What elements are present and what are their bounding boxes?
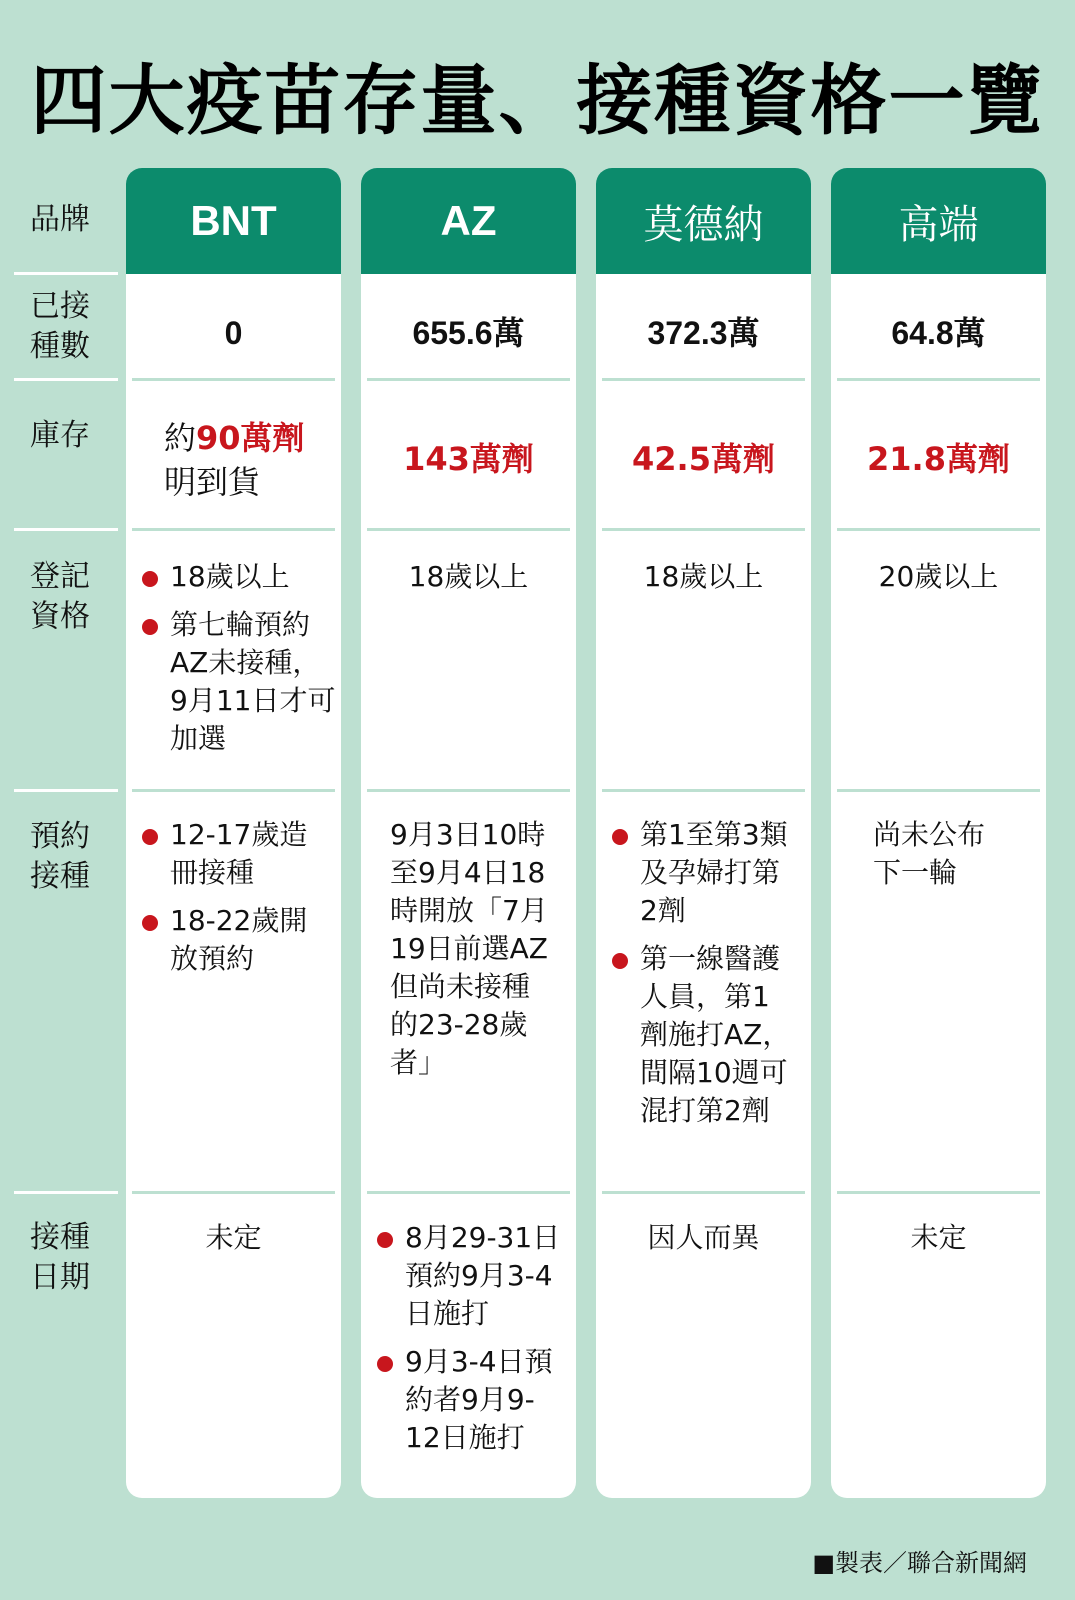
brand-header-az: AZ [361, 168, 576, 274]
eligibility-az: 18歲以上 [408, 560, 529, 593]
vaccinated-bnt: 0 [224, 315, 243, 351]
eligibility-moderna: 18歲以上 [643, 560, 764, 593]
row-divider [602, 378, 805, 381]
vaccinated-medigen: 64.8萬 [891, 315, 986, 351]
row-divider [602, 528, 805, 531]
stock-bnt: 約90萬劑 明到貨 [164, 419, 305, 501]
row-label-vaccinated: 已接 種數 [30, 289, 90, 364]
row-divider [14, 378, 118, 381]
list-item: 12-17歲造冊接種 [136, 816, 326, 892]
vaccinated-az: 655.6萬 [412, 315, 525, 351]
row-divider [367, 789, 570, 792]
row-divider [602, 789, 805, 792]
brand-header-bnt: BNT [126, 168, 341, 274]
stock-medigen: 21.8萬劑 [867, 440, 1010, 478]
row-label-date: 接種 日期 [30, 1220, 90, 1295]
brand-header-medigen: 高端 [831, 168, 1046, 274]
list-item: 8月29-31日預約9月3-4日施打 [371, 1219, 561, 1333]
bullet-icon [612, 953, 628, 969]
row-divider [132, 528, 335, 531]
row-label-brand: 品牌 [30, 202, 90, 237]
row-divider [14, 272, 118, 275]
eligibility-bnt [136, 558, 336, 768]
row-divider [14, 528, 118, 531]
stock-az: 143萬劑 [403, 440, 534, 478]
booking-az: 9月3日10時至9月4日18時開放「7月19日前選AZ但尚未接種的23-28歲者」 [390, 818, 548, 1079]
date-moderna: 因人而異 [647, 1221, 760, 1254]
row-divider [837, 1191, 1040, 1194]
row-divider [132, 1191, 335, 1194]
row-label-stock: 庫存 [30, 418, 90, 453]
bullet-icon [142, 571, 158, 587]
booking-bnt [136, 816, 326, 988]
row-divider [837, 789, 1040, 792]
date-bnt: 未定 [205, 1221, 262, 1254]
date-medigen: 未定 [910, 1221, 967, 1254]
eligibility-medigen: 20歲以上 [878, 560, 999, 593]
booking-medigen: 尚未公布下一輪 [873, 818, 986, 889]
page-title: 四大疫苗存量、接種資格一覽 [30, 56, 1045, 145]
row-divider [837, 528, 1040, 531]
row-divider [837, 378, 1040, 381]
bullet-icon [142, 619, 158, 635]
row-divider [367, 528, 570, 531]
row-divider [14, 1191, 118, 1194]
date-az [371, 1219, 561, 1467]
bullet-icon [612, 829, 628, 845]
bullet-icon [377, 1356, 393, 1372]
list-item: 18-22歲開放預約 [136, 902, 326, 978]
bullet-icon [377, 1232, 393, 1248]
row-divider [367, 1191, 570, 1194]
row-divider [14, 789, 118, 792]
booking-moderna [606, 816, 796, 1140]
vaccinated-moderna: 372.3萬 [647, 315, 760, 351]
row-divider [602, 1191, 805, 1194]
brand-header-moderna: 莫德納 [596, 168, 811, 274]
credit-footer: ■製表／聯合新聞網 [812, 1549, 1027, 1577]
bullet-icon [142, 829, 158, 845]
list-item: 第七輪預約AZ未接種，9月11日才可加選 [136, 606, 336, 758]
bullet-icon [142, 915, 158, 931]
row-divider [132, 378, 335, 381]
stock-moderna: 42.5萬劑 [632, 440, 775, 478]
row-label-booking: 預約 接種 [30, 819, 90, 894]
row-label-eligibility: 登記 資格 [30, 559, 90, 634]
list-item: 第1至第3類及孕婦打第2劑 [606, 816, 796, 930]
list-item: 第一線醫護人員，第1劑施打AZ，間隔10週可混打第2劑 [606, 940, 796, 1130]
list-item: 18歲以上 [136, 558, 336, 596]
list-item: 9月3-4日預約者9月9-12日施打 [371, 1343, 561, 1457]
row-divider [367, 378, 570, 381]
row-divider [132, 789, 335, 792]
